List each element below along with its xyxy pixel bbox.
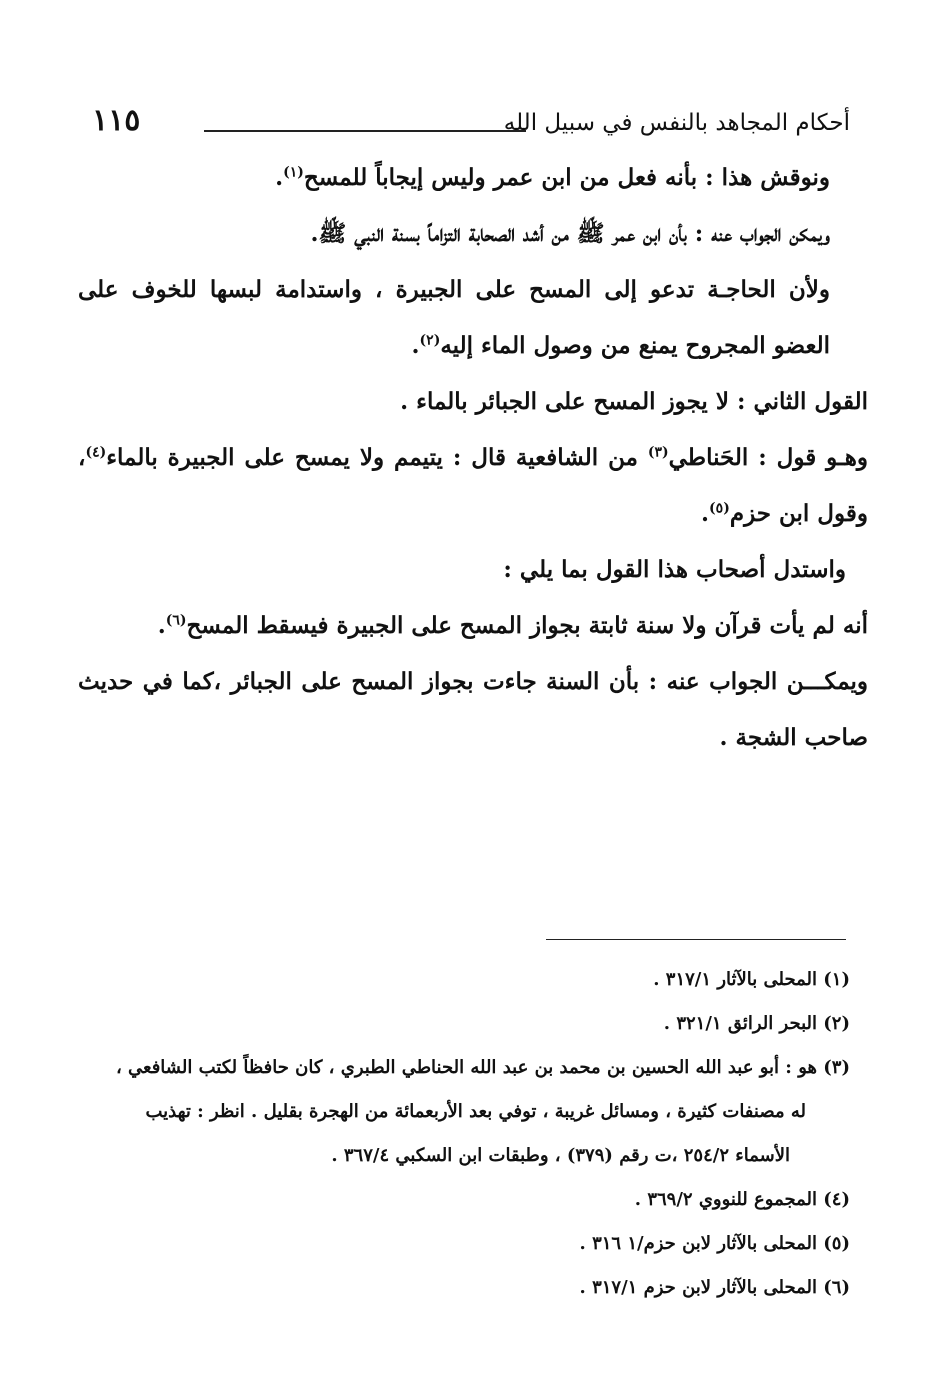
footnote-ref-6: (٦) [165, 612, 187, 629]
page-number: ١١٥ [92, 103, 141, 138]
footnote-separator [546, 939, 846, 940]
footnote-ref-4: (٤) [85, 444, 107, 461]
paragraph-7-end: . [157, 612, 166, 639]
main-text [78, 150, 868, 766]
paragraph-5-text-b: من الشافعية قال : يتيمم ولا يمسح على الجبيرة بالماء [106, 444, 648, 471]
paragraph-3 [78, 262, 868, 374]
paragraph-1 [78, 150, 868, 206]
paragraph-4-heading: القول الثاني : لا يجوز المسح على الجبائر بالماء . [400, 388, 868, 415]
paragraph-8: ويمكـــن الجواب عنه : بأن السنة جاءت بجواز المسح على الجبائر ،كما في حديث صاحب الشجة . [78, 668, 868, 751]
footnote-ref-2: (٢) [419, 332, 441, 349]
paragraph-2: ويمكن الجواب عنه : بأن ابن عمر ﷺ من أشد الصحابة التزاماً بسنة النبي ﷺ. [310, 220, 830, 247]
paragraph-5-end: . [701, 500, 710, 527]
footnote-ref-3: (٣) [647, 444, 669, 461]
paragraph-7-text: أنه لم يأت قرآن ولا سنة ثابتة بجواز المسح على الجبيرة فيسقط المسح [186, 612, 868, 639]
paragraph-5-text-c: ، وقول ابن حزم [78, 444, 868, 527]
page-header [92, 104, 850, 144]
paragraph-1-text: ونوقش هذا : بأنه فعل من ابن عمر وليس إيجاباً للمسح [303, 164, 830, 191]
footnote-3-line-2: له مصنفات كثيرة ، ومسائل غريبة ، توفي بعد الأربعمائة من الهجرة بقليل . انظر : تهذيب [145, 1101, 806, 1122]
header-rule [204, 130, 526, 132]
footnote-3-line-3: الأسماء ٢٥٤/٢ ،ت رقم (٣٧٩) ، وطبقات ابن السكبي ٣٦٧/٤ . [331, 1145, 790, 1166]
footnote-ref-5: (٥) [709, 500, 730, 517]
footnote-2: (٢) البحر الرائق ٣٢١/١ . [663, 1013, 850, 1034]
paragraph-3-text: ولأن الحاجـة تدعو إلى المسح على الجبيرة ، واستدامة لبسها للخوف على العضو المجروح يمنع من وصول الماء إليه [78, 276, 830, 359]
footnotes [70, 958, 850, 1310]
paragraph-3-end: . [411, 332, 420, 359]
footnote-5: (٥) المحلى بالآثار لابن حزم/١ ٣١٦ . [579, 1233, 850, 1254]
paragraph-5 [78, 430, 868, 542]
paragraph-6: واستدل أصحاب هذا القول بما يلي : [503, 556, 846, 583]
footnote-6: (٦) المحلى بالآثار لابن حزم ٣١٧/١ . [579, 1277, 850, 1298]
paragraph-1-end: . [275, 164, 284, 191]
paragraph-5-text-a: وهـو قول : الحَناطي [668, 444, 868, 471]
footnote-4: (٤) المجموع للنووي ٣٦٩/٢ . [634, 1189, 850, 1210]
footnote-1: (١) المحلى بالآثار ٣١٧/١ . [653, 969, 850, 990]
paragraph-7 [78, 598, 868, 654]
running-title: أحكام المجاهد بالنفس في سبيل الله [503, 110, 850, 136]
footnote-ref-1: (١) [283, 164, 304, 181]
footnote-3-line-1: (٣) هو : أبو عبد الله الحسين بن محمد بن عبد الله الحناطي الطبري ، كان حافظاً لكتب الشافعي ، [115, 1057, 850, 1078]
